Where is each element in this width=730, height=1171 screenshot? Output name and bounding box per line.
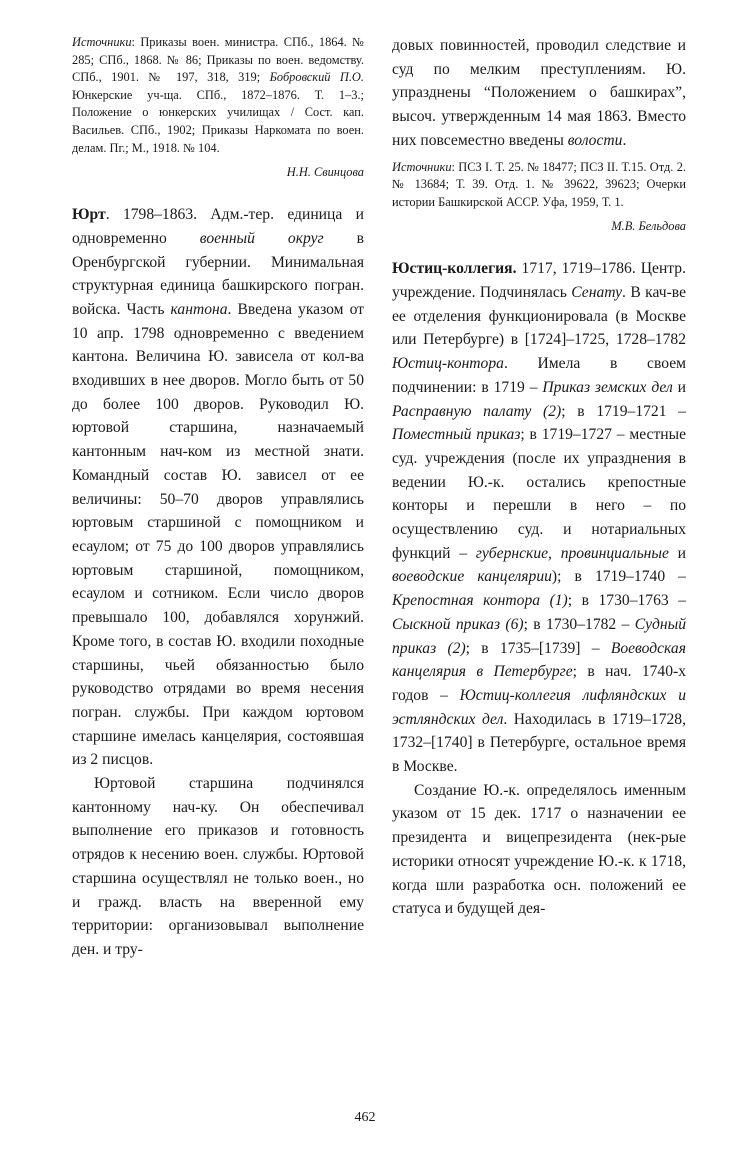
headword-justice-collegium: Юстиц-коллегия. [392,260,517,278]
article-author: Н.Н. Свинцова [286,165,364,180]
cross-reference: воеводские канцелярии [392,568,552,586]
cross-reference: Сенату [571,284,623,301]
cross-reference: Сыскной приказ (6) [392,615,524,633]
entry-yurt-paragraph-2: Юртовой старшина подчинялся кантонному нач-ку. Он обеспечивал выполнение его приказов и готовность отрядов к несению воен. службы. Юртовой старшина осуществлял не только воен., но и гражд. власть на вверенной ему территории: организовывал выполнение ден. и тру- [72,775,364,958]
cross-reference: военный округ [199,229,324,247]
entry-yurt-continuation: довых повинностей, проводил следствие и суд по мелким преступлениям. Ю. упразднены “Положением о башкирах”, высоч. утвержденным 14 мая 1863. Вместо них повсеместно введены волости. [392,37,686,149]
right-column [392,34,686,921]
entry-justice-paragraph-2: Создание Ю.-к. определялось именным указом от 15 дек. 1717 о назначении ее президента и вицепрезидента (нек-рые историки относят учреждение Ю.-к. к 1718, когда шли разработка осн. положений ее статуса и будущей дея- [392,781,686,918]
author-reference: Бобровский П.О. [269,70,364,85]
entry-yurt-paragraph-1: Юрт. 1798–1863. Адм.-тер. единица и одновременно военный округ в Оренбургской губернии. Минимальная структурная единица башкирского погран. войска. Часть кантона. Введена указом от 10 апр. 1798 одновременно с введением кантона. Величина Ю. зависела от кол-ва входивших в нее дворов. Могло быть от 50 до более 100 дворов. Руководил Ю. юртовой старшина, назначаемый кантонным нач-ком из местной знати. Командный состав Ю. зависел от ее величины: 50–70 дворов управлялись юртовым старшиной с помощником и есаулом; от 75 до 100 дворов управлялись юртовым старшиной, помощником, есаулом и сотником. Если число дворов превышало 100, добавлялся хорунжий. Кроме того, в состав Ю. входили походные старшины, чьей обязанностью было руководство отрядами во время несения погран. службы. При каждом юртовом старшине имелась канцелярия, состоявшая из 2 писцов. [72,206,364,769]
sources-block-2: Источники: ПСЗ I. Т. 25. № 18477; ПСЗ II. Т.15. Отд. 2. № 13684; Т. 39. Отд. 1. № 39622, 39623; Очерки истории Башкирской АССР. Уфа, 1959, Т. 1. [392,159,686,209]
cross-reference: кантона [170,300,228,318]
sources-label: Источники [72,35,132,49]
article-author: М.В. Бельдова [611,219,686,234]
sources-label: Источники [392,159,452,174]
cross-reference: Юстиц-коллегия лифляндских и эстляндских дел [392,686,686,728]
cross-reference: Приказ земских дел [542,378,673,396]
left-column [72,34,364,962]
cross-reference: Воеводская канцелярия в Петербурге [392,639,686,681]
cross-reference: Крепостная контора (1) [392,592,568,610]
headword-yurt: Юрт [72,206,106,224]
cross-reference: Расправную палату (2) [392,402,562,420]
cross-reference: губернские, провинциальные [475,544,669,562]
cross-reference: Поместный приказ [392,426,521,444]
page-number: 462 [354,1110,376,1125]
sources-block-1: Источники: Приказы воен. министра. СПб., 1864. № 285; СПб., 1868. № 86; Приказы по воен. ведомству. СПб., 1901. № 197, 318, 319; Бобровский П.О. Юнкерские уч-ща. СПб., 1872–1876. Т. 1–3.; Положение о юнкерских училищах / Сост. кап. Васильев. СПб., 1902; Приказы Наркомата по воен. делам. Пг.; М., 1918. № 104. [72,35,364,155]
cross-reference: Юстиц-контора [392,355,504,373]
cross-reference: волости [567,131,623,149]
entry-justice-paragraph-1: Юстиц-коллегия. 1717, 1719–1786. Центр. учреждение. Подчинялась Сенату. В кач-ве ее отделения функционировала (в Москве или Петербурге) в [1724]–1725, 1728–1782 Юстиц-контора. Имела в своем подчинении: в 1719 – Приказ земских дел и Расправную палату (2); в 1719–1721 – Поместный приказ; в 1719–1727 – местные суд. учреждения (после их упразднения в ведении Ю.-к. остались крепостные конторы и перешли в него – по осуществлению суд. и нотариальных функций – губернские, провинциальные и воеводские канцелярии); в 1719–1740 – Крепостная контора (1); в 1730–1763 – Сыскной приказ (6); в 1730–1782 – Судный приказ (2); в 1735–[1739] – Воеводская канцелярия в Петербурге; в нач. 1740-х годов – Юстиц-коллегия лифляндских и эстляндских дел. Находилась в 1719–1728, 1732–[1740] в Петербурге, остальное время в Москве. [392,260,687,776]
cross-reference: Судный приказ (2) [392,615,686,657]
